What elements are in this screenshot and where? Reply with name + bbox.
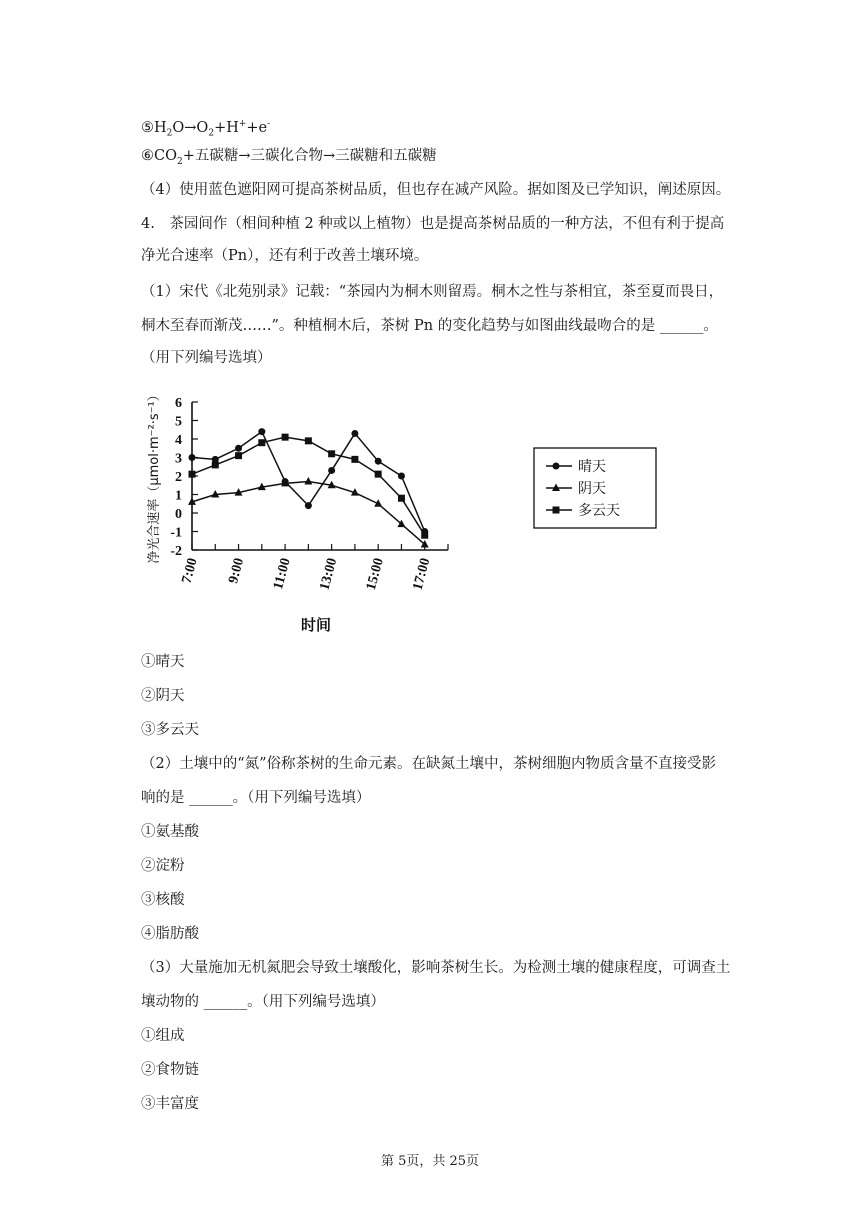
question-4-title-a: 4. 茶园间作（相间种植 2 种或以上植物）也是提高茶树品质的一种方法，不但有利于提高 bbox=[141, 216, 725, 232]
question-4-1-b: 桐木至春而渐茂……”。种植桐木后，茶树 Pn 的变化趋势与如图曲线最吻合的是 ______。 bbox=[141, 318, 718, 334]
data-point bbox=[212, 461, 219, 468]
data-point bbox=[189, 471, 196, 478]
line-6 bbox=[141, 146, 437, 172]
line-5 bbox=[141, 114, 270, 144]
y-tick-label: -1 bbox=[170, 525, 182, 541]
data-point bbox=[328, 467, 335, 474]
data-point bbox=[421, 532, 428, 539]
sub: 2 bbox=[208, 128, 215, 139]
y-tick-label: 0 bbox=[175, 507, 182, 522]
legend-label: 晴天 bbox=[578, 459, 606, 475]
x-tick-label: 17:00 bbox=[410, 556, 434, 592]
option-2-4: ④脂肪酸 bbox=[141, 926, 199, 942]
chart-axes bbox=[146, 388, 448, 634]
x-tick-label: 9:00 bbox=[226, 556, 248, 586]
data-point bbox=[305, 502, 312, 509]
text: +H bbox=[214, 119, 239, 136]
question-4-1-c: （用下列编号选填） bbox=[141, 350, 272, 366]
data-point bbox=[305, 437, 312, 444]
x-tick-label: 15:00 bbox=[363, 556, 387, 592]
chart-legend bbox=[534, 448, 656, 528]
y-tick-label: 3 bbox=[175, 451, 182, 467]
data-point bbox=[235, 445, 242, 452]
question-4-3-a: （3）大量施加无机氮肥会导致土壤酸化，影响茶树生长。为检测土壤的健康程度，可调查土 bbox=[141, 960, 731, 976]
sup: - bbox=[267, 119, 271, 129]
y-axis-label: 净光合速率（μmol·m⁻²·s⁻¹） bbox=[147, 388, 162, 564]
question-4-3-b: 壤动物的 ______。（用下列编号选填） bbox=[141, 994, 385, 1010]
x-tick-label: 11:00 bbox=[271, 556, 294, 592]
data-point bbox=[398, 473, 405, 480]
option-2-3: ③核酸 bbox=[141, 892, 185, 908]
page-footer: 第 5页，共 25页 bbox=[380, 1154, 480, 1169]
y-tick-label: -2 bbox=[170, 544, 182, 559]
data-point bbox=[328, 450, 335, 457]
data-point bbox=[398, 495, 405, 502]
text: +e bbox=[246, 119, 268, 136]
sup: + bbox=[238, 119, 247, 129]
y-tick-label: 4 bbox=[175, 433, 182, 448]
x-axis-label: 时间 bbox=[300, 616, 332, 634]
data-point bbox=[258, 439, 265, 446]
question-4-title-b: 净光合速率（Pn），还有利于改善土壤环境。 bbox=[141, 248, 429, 264]
option-2-2: ②淀粉 bbox=[141, 858, 185, 874]
series-line bbox=[192, 482, 425, 545]
y-tick-label: 2 bbox=[175, 470, 182, 485]
line-chart bbox=[130, 380, 690, 650]
chart-series bbox=[188, 428, 429, 547]
data-point bbox=[553, 507, 560, 514]
text: +五碳糖→三碳化合物→三碳糖和五碳糖 bbox=[182, 148, 437, 164]
question-4-1-a: （1）宋代《北苑别录》记载：“茶园内为桐木则留焉。桐木之性与茶相宜，茶至夏而畏日， bbox=[141, 284, 724, 300]
legend-label: 阴天 bbox=[578, 481, 606, 497]
question-4-2-a: （2）土壤中的“氮”俗称茶树的生命元素。在缺氮土壤中，茶树细胞内物质含量不直接受影 bbox=[141, 756, 717, 772]
legend-label: 多云天 bbox=[578, 503, 620, 519]
data-point bbox=[553, 463, 560, 470]
option-1-2: ②阴天 bbox=[141, 688, 185, 704]
data-point bbox=[304, 477, 312, 485]
series-line bbox=[192, 437, 425, 535]
data-point bbox=[351, 430, 358, 437]
text: ⑥CO bbox=[141, 148, 177, 164]
option-1-1: ①晴天 bbox=[141, 654, 185, 670]
question-3-4: （4）使用蓝色遮阳网可提高茶树品质，但也存在减产风险。据如图及已学知识，阐述原因。 bbox=[141, 182, 731, 198]
sub: 2 bbox=[176, 156, 183, 167]
y-tick-label: 6 bbox=[175, 396, 182, 411]
option-3-1: ①组成 bbox=[141, 1028, 185, 1044]
data-point bbox=[189, 454, 196, 461]
data-point bbox=[235, 452, 242, 459]
data-point bbox=[351, 456, 358, 463]
data-point bbox=[258, 428, 265, 435]
question-4-2-b: 响的是 ______。（用下列编号选填） bbox=[141, 790, 371, 806]
y-tick-label: 5 bbox=[175, 414, 182, 430]
text: ⑤H bbox=[141, 119, 167, 136]
option-3-3: ③丰富度 bbox=[141, 1096, 199, 1112]
x-tick-label: 7:00 bbox=[179, 556, 201, 586]
data-point bbox=[282, 434, 289, 441]
option-2-1: ①氨基酸 bbox=[141, 824, 199, 840]
option-3-2: ②食物链 bbox=[141, 1062, 199, 1078]
text: O→O bbox=[172, 119, 209, 136]
option-1-3: ③多云天 bbox=[141, 722, 199, 738]
y-tick-label: 1 bbox=[175, 488, 182, 504]
data-point bbox=[375, 458, 382, 465]
data-point bbox=[375, 471, 382, 478]
x-tick-label: 13:00 bbox=[317, 556, 341, 592]
sub: 2 bbox=[166, 128, 173, 139]
